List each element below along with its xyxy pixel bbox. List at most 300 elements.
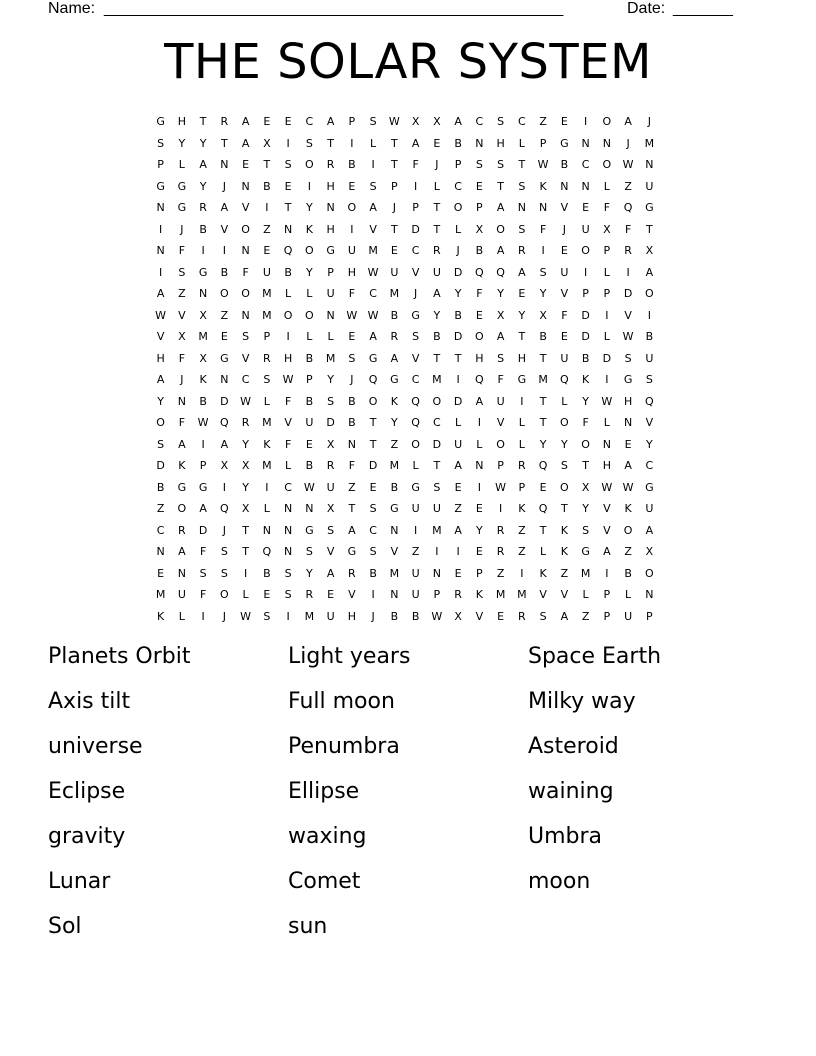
- grid-letter[interactable]: T: [242, 545, 249, 558]
- grid-letter[interactable]: O: [645, 287, 654, 300]
- grid-letter[interactable]: M: [517, 588, 527, 601]
- grid-letter[interactable]: A: [454, 523, 462, 537]
- grid-letter[interactable]: O: [368, 394, 378, 408]
- grid-letter[interactable]: Q: [411, 394, 420, 408]
- grid-letter[interactable]: L: [582, 588, 589, 601]
- grid-letter[interactable]: G: [560, 136, 569, 150]
- grid-letter[interactable]: D: [453, 394, 463, 408]
- grid-letter[interactable]: X: [326, 502, 335, 515]
- grid-letter[interactable]: B: [390, 308, 399, 322]
- grid-letter[interactable]: Y: [582, 394, 589, 408]
- grid-letter[interactable]: N: [581, 179, 590, 193]
- grid-letter[interactable]: S: [178, 265, 186, 279]
- grid-letter[interactable]: L: [178, 609, 185, 623]
- grid-letter[interactable]: U: [177, 588, 186, 601]
- grid-letter[interactable]: U: [305, 416, 314, 429]
- grid-letter[interactable]: P: [157, 158, 164, 171]
- grid-letter[interactable]: N: [241, 308, 250, 322]
- grid-letter[interactable]: T: [433, 222, 441, 236]
- grid-letter[interactable]: N: [326, 201, 335, 214]
- grid-letter[interactable]: N: [220, 158, 229, 171]
- grid-letter[interactable]: S: [497, 158, 505, 171]
- grid-letter[interactable]: Y: [199, 136, 207, 150]
- grid-letter[interactable]: S: [475, 158, 483, 171]
- grid-letter[interactable]: F: [603, 201, 611, 214]
- grid-letter[interactable]: P: [391, 179, 398, 193]
- grid-letter[interactable]: S: [242, 330, 250, 343]
- grid-letter[interactable]: S: [518, 222, 526, 236]
- grid-letter[interactable]: G: [220, 351, 229, 365]
- grid-letter[interactable]: P: [348, 115, 356, 128]
- grid-letter[interactable]: E: [560, 244, 568, 257]
- grid-letter[interactable]: H: [326, 179, 335, 193]
- grid-letter[interactable]: F: [284, 394, 292, 408]
- grid-letter[interactable]: Q: [283, 244, 293, 257]
- grid-letter[interactable]: N: [475, 459, 484, 472]
- grid-letter[interactable]: J: [626, 136, 630, 150]
- grid-letter[interactable]: O: [645, 566, 654, 580]
- grid-letter[interactable]: C: [411, 373, 420, 386]
- grid-letter[interactable]: G: [390, 502, 399, 515]
- grid-letter[interactable]: N: [241, 244, 250, 257]
- grid-letter[interactable]: E: [475, 545, 483, 558]
- grid-letter[interactable]: I: [499, 502, 503, 515]
- grid-letter[interactable]: O: [411, 437, 420, 451]
- grid-letter[interactable]: P: [497, 459, 504, 472]
- grid-letter[interactable]: O: [220, 588, 229, 601]
- grid-letter[interactable]: G: [177, 179, 187, 193]
- grid-letter[interactable]: E: [263, 588, 271, 601]
- grid-letter[interactable]: L: [285, 287, 292, 300]
- grid-letter[interactable]: M: [495, 588, 506, 601]
- grid-letter[interactable]: E: [475, 179, 483, 193]
- grid-letter[interactable]: W: [197, 416, 209, 429]
- grid-letter[interactable]: Y: [561, 437, 568, 451]
- grid-letter[interactable]: S: [369, 115, 377, 128]
- grid-letter[interactable]: I: [605, 308, 609, 322]
- grid-letter[interactable]: F: [561, 308, 568, 322]
- grid-letter[interactable]: K: [560, 545, 568, 558]
- grid-letter[interactable]: P: [603, 287, 611, 300]
- grid-letter[interactable]: I: [371, 158, 375, 171]
- grid-letter[interactable]: N: [220, 373, 229, 386]
- grid-letter[interactable]: X: [241, 459, 250, 472]
- grid-letter[interactable]: M: [262, 308, 272, 322]
- grid-letter[interactable]: O: [560, 480, 569, 494]
- grid-letter[interactable]: S: [284, 566, 292, 580]
- grid-letter[interactable]: R: [454, 588, 462, 601]
- grid-letter[interactable]: W: [622, 330, 634, 343]
- grid-letter[interactable]: P: [454, 158, 462, 171]
- grid-letter[interactable]: I: [605, 566, 609, 580]
- grid-letter[interactable]: X: [539, 308, 547, 322]
- grid-letter[interactable]: A: [560, 609, 569, 623]
- grid-letter[interactable]: E: [263, 115, 271, 128]
- grid-letter[interactable]: V: [220, 222, 229, 236]
- grid-letter[interactable]: P: [603, 609, 611, 623]
- grid-letter[interactable]: L: [603, 330, 610, 343]
- grid-letter[interactable]: O: [305, 308, 314, 322]
- grid-letter[interactable]: D: [453, 265, 463, 279]
- grid-letter[interactable]: E: [242, 158, 250, 171]
- grid-letter[interactable]: D: [581, 308, 590, 322]
- grid-letter[interactable]: X: [199, 351, 207, 365]
- grid-letter[interactable]: O: [305, 244, 314, 257]
- grid-letter[interactable]: E: [624, 437, 632, 451]
- grid-letter[interactable]: G: [645, 201, 654, 214]
- grid-letter[interactable]: V: [603, 523, 611, 537]
- grid-letter[interactable]: H: [177, 115, 187, 128]
- grid-letter[interactable]: S: [263, 373, 271, 386]
- grid-letter[interactable]: P: [518, 480, 526, 494]
- grid-letter[interactable]: U: [411, 566, 420, 580]
- grid-letter[interactable]: O: [581, 437, 590, 451]
- grid-letter[interactable]: A: [411, 136, 420, 150]
- grid-letter[interactable]: Q: [220, 502, 229, 515]
- grid-letter[interactable]: U: [411, 502, 420, 515]
- grid-letter[interactable]: B: [581, 351, 590, 365]
- grid-letter[interactable]: A: [454, 459, 462, 472]
- grid-letter[interactable]: A: [645, 265, 654, 279]
- grid-letter[interactable]: T: [518, 330, 526, 343]
- grid-letter[interactable]: N: [602, 437, 611, 451]
- grid-letter[interactable]: T: [433, 201, 441, 214]
- grid-letter[interactable]: E: [454, 566, 462, 580]
- grid-letter[interactable]: Y: [539, 287, 547, 300]
- grid-letter[interactable]: S: [369, 179, 377, 193]
- grid-letter[interactable]: P: [476, 201, 483, 214]
- grid-letter[interactable]: S: [497, 115, 505, 128]
- grid-letter[interactable]: A: [199, 502, 207, 515]
- grid-letter[interactable]: T: [391, 222, 398, 236]
- grid-letter[interactable]: T: [284, 201, 292, 214]
- grid-letter[interactable]: L: [433, 179, 440, 193]
- grid-letter[interactable]: R: [326, 459, 335, 472]
- grid-letter[interactable]: H: [283, 351, 293, 365]
- grid-letter[interactable]: Q: [411, 416, 420, 429]
- grid-letter[interactable]: W: [155, 308, 167, 322]
- grid-letter[interactable]: N: [177, 394, 186, 408]
- grid-letter[interactable]: V: [348, 588, 356, 601]
- grid-letter[interactable]: M: [304, 609, 315, 623]
- grid-letter[interactable]: K: [390, 394, 398, 408]
- grid-letter[interactable]: X: [581, 480, 590, 494]
- grid-letter[interactable]: P: [603, 588, 611, 601]
- grid-letter[interactable]: G: [368, 351, 378, 365]
- grid-letter[interactable]: S: [220, 566, 228, 580]
- grid-letter[interactable]: B: [454, 136, 462, 150]
- grid-letter[interactable]: N: [284, 545, 293, 558]
- grid-letter[interactable]: A: [433, 287, 441, 300]
- grid-letter[interactable]: D: [156, 459, 165, 472]
- grid-letter[interactable]: M: [262, 287, 272, 300]
- grid-letter[interactable]: P: [646, 609, 653, 623]
- grid-letter[interactable]: N: [347, 437, 356, 451]
- grid-letter[interactable]: P: [476, 566, 483, 580]
- grid-letter[interactable]: L: [263, 502, 270, 515]
- grid-letter[interactable]: E: [390, 244, 398, 257]
- grid-letter[interactable]: U: [560, 265, 569, 279]
- grid-letter[interactable]: S: [539, 265, 547, 279]
- grid-letter[interactable]: Q: [623, 201, 633, 214]
- grid-letter[interactable]: V: [645, 416, 654, 429]
- grid-letter[interactable]: Y: [306, 566, 313, 580]
- grid-letter[interactable]: S: [157, 136, 165, 150]
- grid-letter[interactable]: U: [262, 265, 271, 279]
- grid-letter[interactable]: C: [241, 373, 250, 386]
- grid-letter[interactable]: B: [199, 222, 207, 236]
- grid-letter[interactable]: O: [475, 330, 484, 343]
- grid-letter[interactable]: J: [392, 201, 396, 214]
- grid-letter[interactable]: C: [156, 523, 165, 537]
- grid-letter[interactable]: K: [475, 588, 483, 601]
- grid-letter[interactable]: I: [647, 308, 651, 322]
- grid-letter[interactable]: L: [476, 437, 483, 451]
- grid-letter[interactable]: X: [475, 222, 484, 236]
- grid-letter[interactable]: V: [560, 201, 569, 214]
- grid-letter[interactable]: V: [496, 416, 505, 429]
- grid-letter[interactable]: S: [369, 545, 377, 558]
- grid-letter[interactable]: F: [476, 287, 483, 300]
- grid-letter[interactable]: S: [284, 158, 292, 171]
- grid-letter[interactable]: V: [390, 545, 399, 558]
- grid-letter[interactable]: O: [560, 416, 569, 429]
- grid-letter[interactable]: W: [303, 480, 315, 494]
- grid-letter[interactable]: T: [348, 502, 356, 515]
- grid-letter[interactable]: U: [326, 480, 335, 494]
- grid-letter[interactable]: W: [388, 115, 400, 128]
- grid-letter[interactable]: J: [222, 609, 226, 623]
- grid-letter[interactable]: U: [560, 351, 569, 365]
- grid-letter[interactable]: X: [645, 244, 654, 257]
- grid-letter[interactable]: H: [347, 265, 357, 279]
- grid-letter[interactable]: B: [348, 394, 356, 408]
- grid-letter[interactable]: P: [603, 244, 611, 257]
- grid-letter[interactable]: Y: [497, 287, 504, 300]
- grid-letter[interactable]: Y: [157, 394, 164, 408]
- grid-letter[interactable]: C: [284, 480, 292, 494]
- grid-letter[interactable]: B: [199, 394, 207, 408]
- grid-letter[interactable]: M: [368, 244, 378, 257]
- grid-letter[interactable]: W: [495, 480, 507, 494]
- grid-letter[interactable]: K: [539, 566, 547, 580]
- grid-letter[interactable]: E: [560, 330, 568, 343]
- grid-letter[interactable]: G: [623, 373, 633, 386]
- grid-letter[interactable]: W: [240, 609, 252, 623]
- grid-letter[interactable]: M: [389, 287, 400, 300]
- grid-letter[interactable]: V: [475, 609, 484, 623]
- grid-letter[interactable]: S: [518, 179, 526, 193]
- grid-letter[interactable]: P: [263, 330, 271, 343]
- grid-letter[interactable]: Y: [539, 437, 547, 451]
- grid-letter[interactable]: A: [156, 373, 165, 386]
- grid-letter[interactable]: M: [389, 459, 400, 472]
- grid-letter[interactable]: X: [645, 545, 654, 558]
- grid-letter[interactable]: N: [241, 179, 250, 193]
- grid-letter[interactable]: N: [156, 244, 165, 257]
- grid-letter[interactable]: A: [326, 566, 335, 580]
- grid-letter[interactable]: C: [581, 158, 590, 171]
- grid-letter[interactable]: G: [326, 244, 335, 257]
- grid-letter[interactable]: V: [156, 330, 165, 343]
- grid-letter[interactable]: I: [201, 244, 205, 257]
- grid-letter[interactable]: D: [198, 523, 208, 537]
- grid-letter[interactable]: I: [414, 523, 418, 537]
- grid-letter[interactable]: A: [241, 115, 250, 128]
- grid-letter[interactable]: T: [391, 136, 398, 150]
- grid-letter[interactable]: X: [496, 308, 505, 322]
- grid-letter[interactable]: E: [157, 566, 165, 580]
- grid-letter[interactable]: J: [562, 222, 566, 236]
- grid-letter[interactable]: Z: [518, 545, 526, 558]
- grid-letter[interactable]: S: [624, 351, 632, 365]
- grid-letter[interactable]: Q: [560, 373, 569, 386]
- grid-letter[interactable]: R: [518, 244, 526, 257]
- grid-letter[interactable]: H: [517, 351, 527, 365]
- grid-letter[interactable]: I: [286, 330, 290, 343]
- grid-letter[interactable]: A: [496, 330, 505, 343]
- grid-letter[interactable]: Y: [391, 416, 398, 429]
- grid-letter[interactable]: I: [477, 480, 481, 494]
- grid-letter[interactable]: V: [411, 351, 420, 365]
- grid-letter[interactable]: U: [496, 394, 505, 408]
- grid-letter[interactable]: F: [412, 158, 419, 171]
- grid-letter[interactable]: A: [496, 244, 505, 257]
- grid-letter[interactable]: B: [305, 459, 314, 472]
- grid-letter[interactable]: L: [603, 416, 610, 429]
- grid-letter[interactable]: T: [518, 158, 526, 171]
- grid-letter[interactable]: D: [581, 330, 590, 343]
- grid-letter[interactable]: Z: [454, 502, 462, 515]
- grid-letter[interactable]: E: [454, 480, 462, 494]
- grid-letter[interactable]: C: [454, 179, 462, 193]
- grid-letter[interactable]: A: [178, 545, 186, 558]
- grid-letter[interactable]: Y: [476, 523, 483, 537]
- grid-letter[interactable]: R: [518, 609, 526, 623]
- grid-letter[interactable]: U: [390, 265, 399, 279]
- grid-letter[interactable]: S: [560, 459, 568, 472]
- grid-letter[interactable]: P: [433, 588, 441, 601]
- grid-letter[interactable]: I: [435, 545, 439, 558]
- grid-letter[interactable]: T: [433, 459, 441, 472]
- grid-letter[interactable]: B: [390, 609, 399, 623]
- grid-letter[interactable]: U: [347, 244, 356, 257]
- grid-letter[interactable]: G: [177, 480, 187, 494]
- grid-letter[interactable]: H: [156, 351, 165, 365]
- grid-letter[interactable]: Q: [645, 394, 654, 408]
- grid-letter[interactable]: I: [244, 566, 248, 580]
- grid-letter[interactable]: J: [180, 222, 184, 236]
- grid-letter[interactable]: E: [284, 179, 292, 193]
- grid-letter[interactable]: T: [539, 523, 547, 537]
- grid-letter[interactable]: S: [539, 609, 547, 623]
- grid-letter[interactable]: O: [241, 222, 250, 236]
- grid-letter[interactable]: I: [371, 588, 375, 601]
- grid-letter[interactable]: Y: [242, 480, 249, 494]
- grid-letter[interactable]: B: [263, 566, 271, 580]
- grid-letter[interactable]: W: [240, 394, 252, 408]
- grid-letter[interactable]: L: [455, 416, 462, 429]
- grid-letter[interactable]: S: [348, 351, 356, 365]
- grid-letter[interactable]: V: [539, 588, 547, 601]
- grid-letter[interactable]: S: [412, 330, 420, 343]
- grid-letter[interactable]: W: [537, 158, 549, 171]
- grid-letter[interactable]: Q: [368, 373, 378, 386]
- grid-letter[interactable]: Y: [242, 437, 249, 451]
- grid-letter[interactable]: U: [645, 502, 654, 515]
- grid-letter[interactable]: O: [177, 502, 187, 515]
- grid-letter[interactable]: R: [390, 330, 399, 343]
- grid-letter[interactable]: B: [284, 265, 292, 279]
- grid-letter[interactable]: P: [306, 373, 313, 386]
- grid-letter[interactable]: C: [518, 115, 526, 128]
- grid-letter[interactable]: C: [645, 459, 654, 472]
- grid-letter[interactable]: M: [325, 351, 336, 365]
- grid-letter[interactable]: T: [242, 523, 249, 537]
- grid-letter[interactable]: R: [326, 158, 335, 171]
- grid-letter[interactable]: E: [327, 588, 335, 601]
- grid-letter[interactable]: A: [496, 201, 505, 214]
- grid-letter[interactable]: D: [602, 351, 612, 365]
- grid-letter[interactable]: Z: [624, 179, 632, 193]
- grid-letter[interactable]: M: [262, 459, 272, 472]
- grid-letter[interactable]: V: [624, 308, 632, 322]
- grid-letter[interactable]: I: [201, 437, 205, 451]
- grid-letter[interactable]: Y: [433, 308, 441, 322]
- grid-letter[interactable]: N: [199, 287, 208, 300]
- grid-letter[interactable]: I: [265, 201, 269, 214]
- grid-letter[interactable]: P: [199, 459, 207, 472]
- grid-letter[interactable]: J: [414, 287, 418, 300]
- grid-letter[interactable]: E: [284, 115, 292, 128]
- grid-letter[interactable]: Z: [560, 566, 569, 580]
- grid-letter[interactable]: V: [603, 502, 611, 515]
- grid-letter[interactable]: K: [263, 437, 271, 451]
- grid-letter[interactable]: A: [518, 265, 526, 279]
- grid-letter[interactable]: N: [390, 588, 399, 601]
- grid-letter[interactable]: B: [539, 330, 547, 343]
- grid-letter[interactable]: O: [602, 158, 612, 171]
- grid-letter[interactable]: N: [284, 222, 293, 236]
- grid-letter[interactable]: B: [263, 179, 271, 193]
- grid-letter[interactable]: D: [432, 437, 442, 451]
- grid-letter[interactable]: R: [433, 244, 441, 257]
- grid-letter[interactable]: K: [199, 373, 207, 386]
- grid-letter[interactable]: U: [326, 287, 335, 300]
- grid-letter[interactable]: W: [282, 373, 294, 386]
- grid-letter[interactable]: B: [560, 158, 569, 171]
- grid-letter[interactable]: N: [262, 523, 271, 537]
- grid-letter[interactable]: Z: [348, 480, 356, 494]
- grid-letter[interactable]: W: [601, 394, 613, 408]
- grid-letter[interactable]: R: [263, 351, 271, 365]
- grid-letter[interactable]: L: [540, 545, 547, 558]
- grid-letter[interactable]: M: [155, 588, 166, 601]
- grid-letter[interactable]: N: [284, 502, 293, 515]
- grid-letter[interactable]: L: [625, 588, 632, 601]
- grid-letter[interactable]: X: [241, 502, 250, 515]
- grid-letter[interactable]: I: [307, 179, 311, 193]
- grid-letter[interactable]: J: [647, 115, 651, 128]
- grid-letter[interactable]: U: [454, 437, 463, 451]
- grid-letter[interactable]: F: [178, 244, 186, 257]
- grid-letter[interactable]: L: [412, 459, 419, 472]
- grid-letter[interactable]: N: [177, 566, 186, 580]
- grid-letter[interactable]: I: [584, 115, 588, 128]
- grid-letter[interactable]: X: [454, 609, 462, 623]
- grid-letter[interactable]: Y: [306, 201, 313, 214]
- grid-letter[interactable]: E: [582, 201, 590, 214]
